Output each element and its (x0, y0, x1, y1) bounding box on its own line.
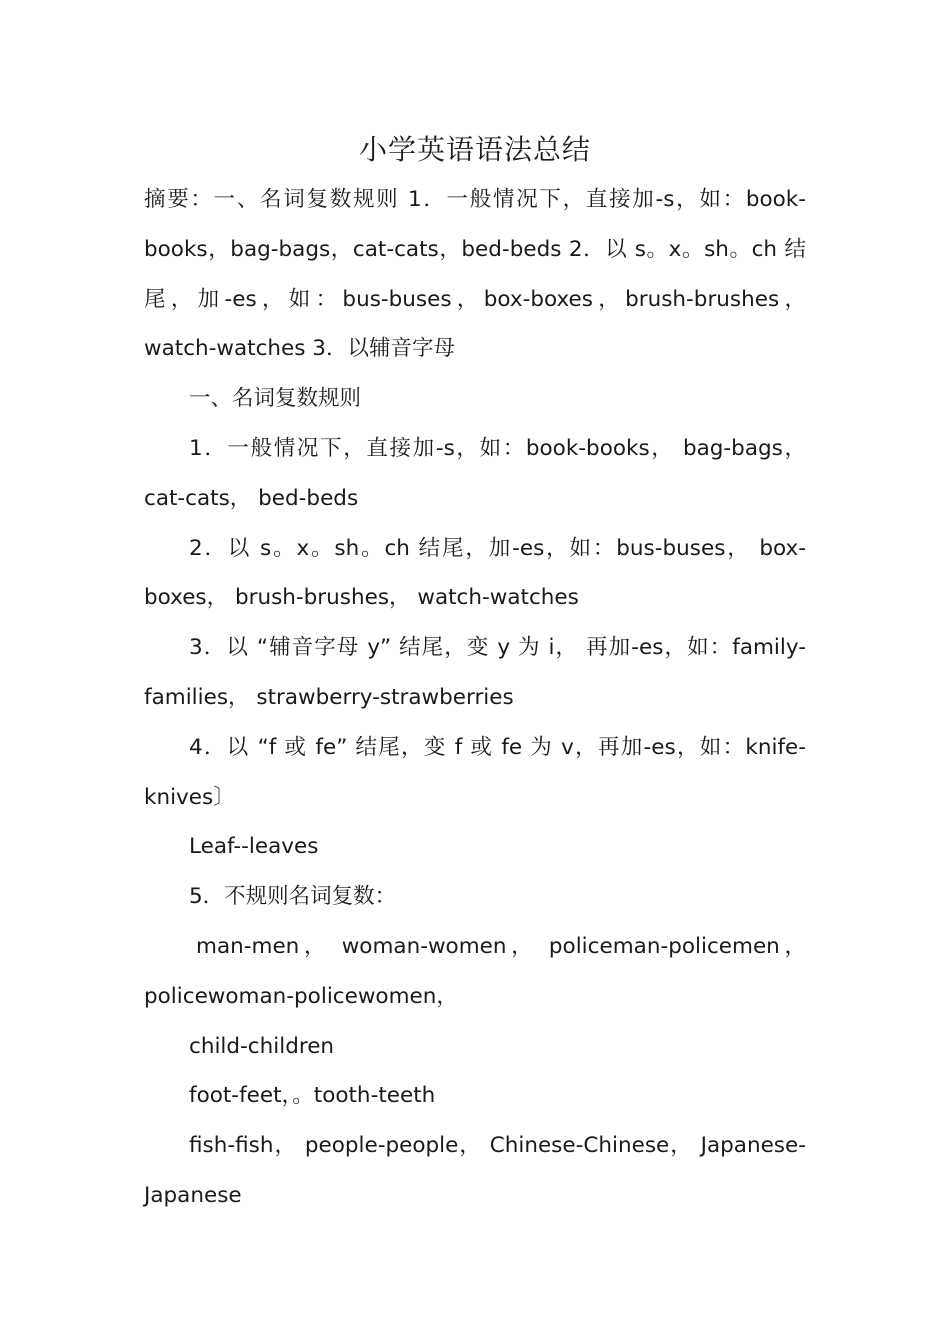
document-title: 小学英语语法总结 (358, 133, 591, 166)
summary-paragraph: 摘要：一、名词复数规则 1．一般情况下，直接加-s，如：book-books，bag-bags，cat-cats，bed-beds 2．以 s。x。sh。ch 结尾，加-es，如：bus-buses，box-boxes，brush-brushes，watch-watches 3．以辅音字母 (144, 187, 806, 362)
irregular-examples-2: child-children (189, 1033, 335, 1059)
rule-2-paragraph: 2．以 s。x。sh。ch 结尾，加-es，如：bus-buses， box-boxes， brush-brushes， watch-watches (144, 535, 806, 611)
irregular-examples-4: fish-fish， people-people， Chinese-Chinese， Japanese-Japanese (144, 1133, 806, 1208)
rule-4-example: Leaf--leaves (189, 834, 319, 860)
rule-4-paragraph: 4．以 “f 或 fe” 结尾，变 f 或 fe 为 v，再加-es，如：knife-knives〕 (144, 734, 806, 810)
rule-3-paragraph: 3．以 “辅音字母 y” 结尾，变 y 为 i， 再加-es，如：family-families， strawberry-strawberries (144, 635, 806, 710)
rule-1-paragraph: 1．一般情况下，直接加-s，如：book-books， bag-bags， cat-cats， bed-beds (144, 435, 806, 511)
irregular-examples-3: foot-feet，。tooth-teeth (189, 1083, 436, 1109)
document-body (144, 175, 806, 1221)
irregular-examples-1: man-men， woman-women， policeman-policemen， policewoman-policewomen， (144, 933, 806, 1009)
rule-5-paragraph: 5．不规则名词复数： (189, 884, 397, 910)
section-heading: 一、名词复数规则 (189, 386, 362, 412)
